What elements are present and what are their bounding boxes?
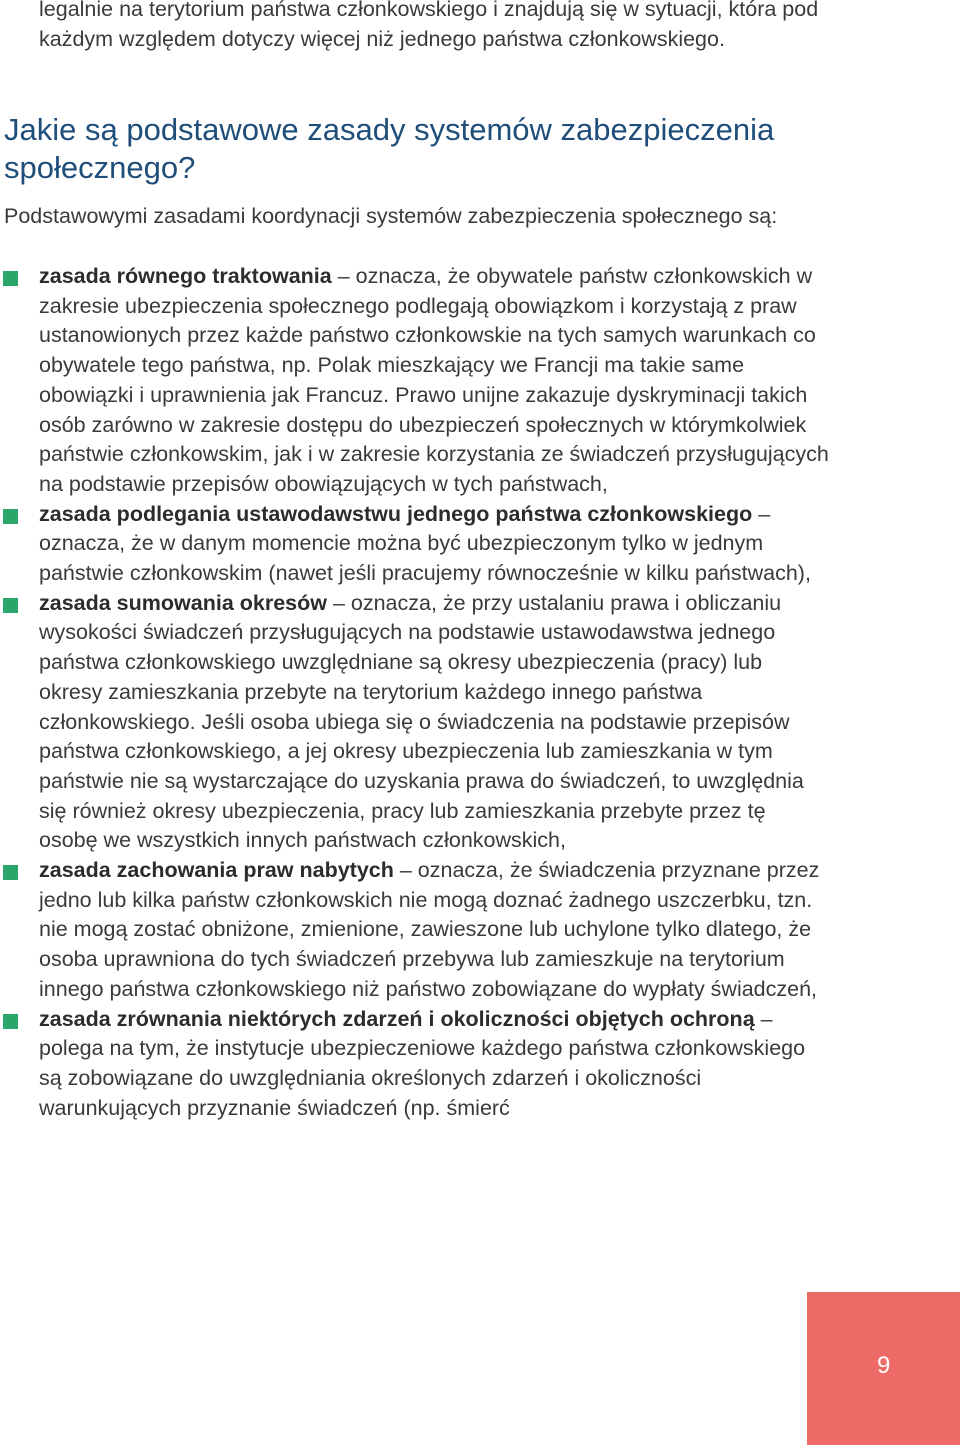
principle-description: – oznacza, że przy ustalaniu prawa i obliczaniu wysokości świadczeń przysługujących na podstawie ustawodawstwa jednego państwa członkowskiego uwzględniane są okresy ubezpieczenia (pracy) lub okresy zamieszkania przebyte na terytorium każdego innego państwa członkowskiego. Jeśli osoba ubiega się o świadczenia na podstawie przepisów państwa członkowskiego, a jej okresy ubezpieczenia lub zamieszkania w tym państwie nie są wystarczające do uzyskania prawa do świadczeń, to uwzględnia się również okresy ubezpieczenia, pracy lub zamieszkania przebyte przez tę osobę we wszystkich innych państwach członkowskich, <box>39 590 804 853</box>
principle-term: zasada sumowania okresów <box>39 590 327 615</box>
page-number: 9 <box>877 1352 891 1379</box>
section-heading: Jakie są podstawowe zasady systemów zabezpieczenia społecznego? <box>4 112 775 185</box>
square-bullet-icon <box>3 271 18 286</box>
square-bullet-icon <box>3 509 18 524</box>
principle-single-legislation <box>0 500 830 589</box>
principle-equal-treatment <box>0 262 830 500</box>
principle-term: zasada zrównania niektórych zdarzeń i okoliczności objętych ochroną <box>39 1006 755 1031</box>
principle-description: – oznacza, że świadczenia przyznane przez jedno lub kilka państw członkowskich nie mogą doznać żadnego uszczerbku, tzn. nie mogą zostać obniżone, zmienione, zawieszone lub uchylone tylko dlatego, że osoba uprawniona do tych świadczeń przebywa lub zamieszkuje na terytorium innego państwa członkowskiego niż państwo zobowiązane do wypłaty świadczeń, <box>39 858 820 1001</box>
page-number-tab <box>807 1292 960 1445</box>
principle-equal-treatment-of-facts <box>0 1005 830 1124</box>
principle-term: zasada równego traktowania <box>39 264 332 288</box>
principle-aggregation-of-periods <box>0 589 830 856</box>
principles-list <box>0 262 830 1123</box>
principle-term: zasada podlegania ustawodawstwu jednego państwa członkowskiego <box>39 501 753 526</box>
square-bullet-icon <box>3 1014 18 1029</box>
principle-description: – oznacza, że obywatele państw członkowskich w zakresie ubezpieczenia społecznego podlegają obowiązkom i korzystają z praw ustanowionych przez każde państwo członkowskie na tych samych warunkach co obywatele tego państwa, np. Polak mieszkający we Francji ma takie same obowiązki i uprawnienia jak Francuz. Prawo unijne zakazuje dyskryminacji takich osób zarówno w zakresie dostępu do ubezpieczeń społecznych w którymkolwiek państwie członkowskim, jak i w zakresie korzystania ze świadczeń przysługujących na podstawie przepisów obowiązujących w tych państwach, <box>39 264 829 496</box>
principle-description: – oznacza, że w danym momencie można być ubezpieczonym tylko w jednym państwie członkowskim (nawet jeśli pracujemy równocześnie w kilku państwach), <box>39 501 811 586</box>
principle-term: zasada zachowania praw nabytych <box>39 858 394 883</box>
square-bullet-icon <box>3 598 18 613</box>
square-bullet-icon <box>3 865 18 880</box>
principle-description: – polega na tym, że instytucje ubezpieczeniowe każdego państwa członkowskiego są zobowiązane do uwzględniania określonych zdarzeń i okoliczności warunkujących przyznanie świadczeń (np. śmierć <box>39 1006 806 1120</box>
intro-continuation-text: legalnie na terytorium państwa członkowskiego i znajdują się w sytuacji, która pod każdym względem dotyczy więcej niż jednego państwa członkowskiego. <box>39 0 819 51</box>
principle-acquired-rights <box>0 856 830 1005</box>
lead-paragraph: Podstawowymi zasadami koordynacji systemów zabezpieczenia społecznego są: <box>4 204 778 228</box>
